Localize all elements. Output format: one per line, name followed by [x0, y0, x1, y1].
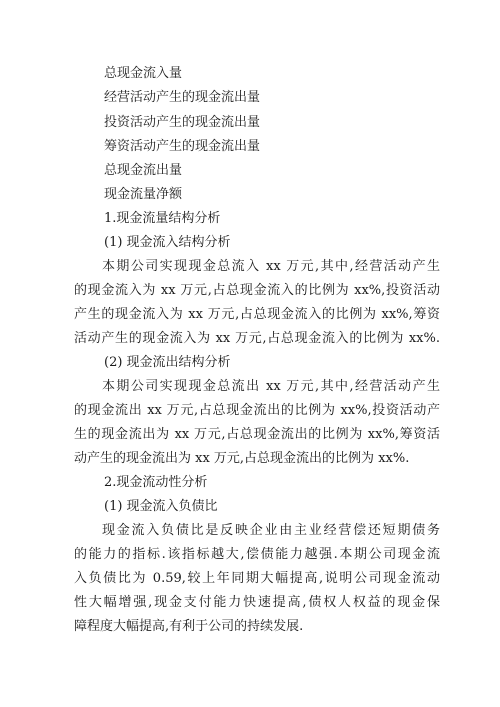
- paragraph-line: 的能力的指标.该指标越大,偿债能力越强.本期公司现金流: [74, 547, 440, 562]
- paragraph-line: 生的现金流出为 xx 万元,占总现金流出的比例为 xx%,筹资活: [74, 427, 440, 442]
- paragraph-line: 活动产生的现金流入为 xx 万元,占总现金流入的比例为 xx%.: [74, 331, 440, 346]
- paragraph-line: 入负债比为 0.59,较上年同期大幅提高,说明公司现金流动: [74, 571, 440, 586]
- list-item: 现金流量净额: [104, 187, 183, 202]
- paragraph-line: 性大幅增强,现金支付能力快速提高,债权人权益的现金保: [74, 595, 440, 610]
- section-heading: 2.现金流动性分析: [104, 475, 208, 490]
- paragraph-line: 障程度大幅提高,有利于公司的持续发展.: [74, 619, 304, 634]
- subsection-heading: (1) 现金流入负债比: [104, 499, 218, 514]
- section-heading: 1.现金流量结构分析: [104, 211, 221, 226]
- paragraph-line: 现金流入负债比是反映企业由主业经营偿还短期债务: [102, 523, 440, 538]
- paragraph-line: 产生的现金流入为 xx 万元,占总现金流入的比例为 xx%,筹资: [74, 307, 440, 322]
- list-item: 投资活动产生的现金流出量: [104, 115, 261, 130]
- list-item: 经营活动产生的现金流出量: [104, 90, 261, 105]
- subsection-heading: (2) 现金流出结构分析: [104, 355, 231, 370]
- list-item: 筹资活动产生的现金流出量: [104, 139, 261, 154]
- subsection-heading: (1) 现金流入结构分析: [104, 235, 231, 250]
- paragraph-line: 本期公司实现现金总流出 xx 万元,其中,经营活动产生: [102, 379, 440, 394]
- list-item: 总现金流入量: [104, 66, 183, 81]
- paragraph-line: 的现金流出 xx 万元,占总现金流出的比例为 xx%,投资活动产: [74, 403, 440, 418]
- paragraph-line: 本期公司实现现金总流入 xx 万元,其中,经营活动产生: [102, 259, 440, 274]
- paragraph-line: 的现金流入为 xx 万元,占总现金流入的比例为 xx%,投资活动: [74, 283, 440, 298]
- paragraph-line: 动产生的现金流出为 xx 万元,占总现金流出的比例为 xx%.: [74, 451, 410, 466]
- list-item: 总现金流出量: [104, 163, 183, 178]
